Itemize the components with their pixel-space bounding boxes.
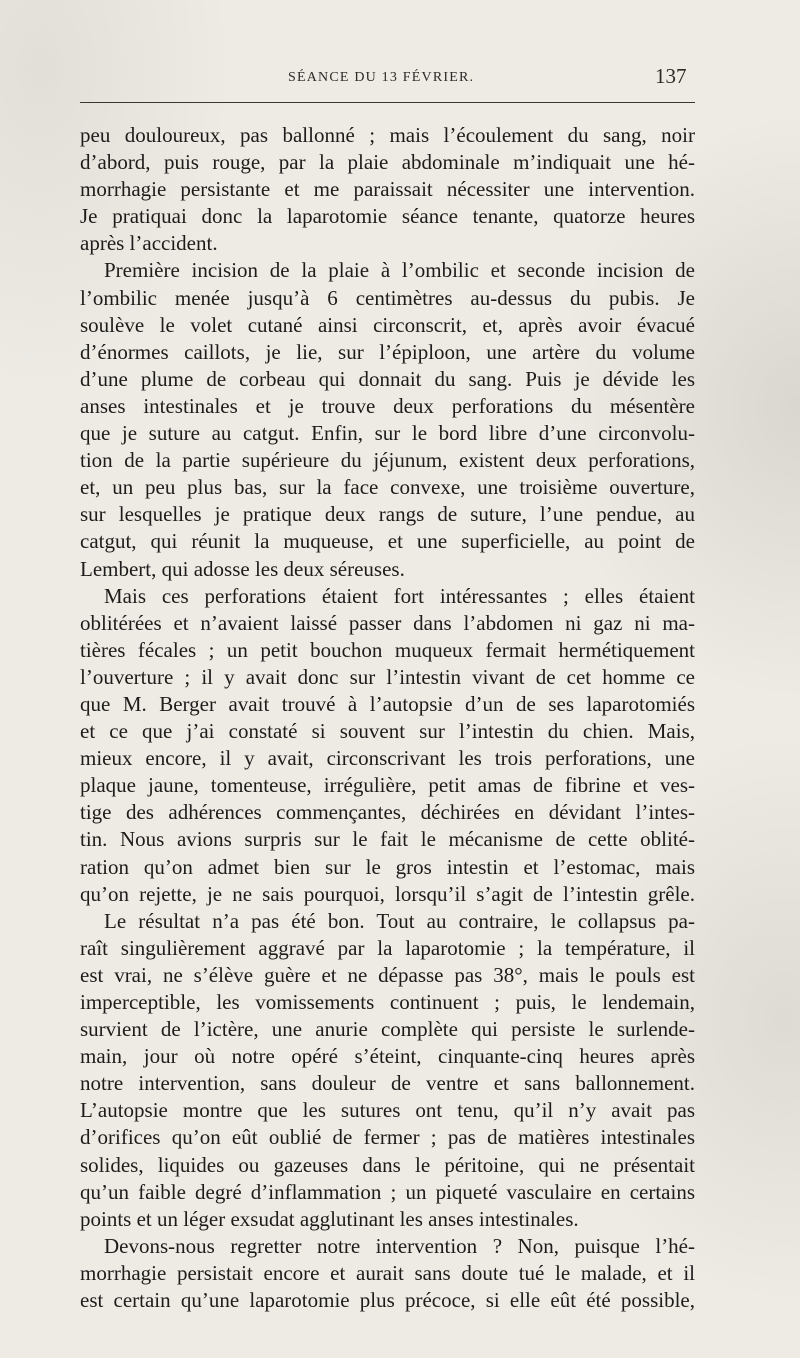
text-line: l’ouverture ; il y avait donc sur l’intestin vivant de cet homme ce (80, 664, 695, 689)
page-number: 137 (655, 64, 687, 88)
text-line: morrhagie persistait encore et aurait sans doute tué le malade, et il (80, 1260, 695, 1285)
header-rule (80, 102, 695, 103)
text-line: main, jour où notre opéré s’éteint, cinquante-cinq heures après (80, 1044, 695, 1069)
text-line: notre intervention, sans douleur de ventre et sans ballonnement. (80, 1071, 695, 1096)
body-text (80, 122, 695, 1314)
text-line: tin. Nous avions surpris sur le fait le mécanisme de cette oblité- (80, 827, 695, 852)
text-line: peu douloureux, pas ballonné ; mais l’écoulement du sang, noir (80, 123, 695, 147)
text-line: qu’un faible degré d’inflammation ; un piqueté vasculaire en certains (80, 1179, 695, 1204)
text-line: Mais ces perforations étaient fort intéressantes ; elles étaient (104, 583, 695, 608)
text-line: survient de l’ictère, une anurie complète qui persiste le surlende- (80, 1017, 695, 1042)
text-line: que M. Berger avait trouvé à l’autopsie d’un de ses laparotomiés (80, 691, 695, 716)
text-line: l’ombilic menée jusqu’à 6 centimètres au-dessus du pubis. Je (80, 285, 695, 310)
text-line: d’orifices qu’on eût oublié de fermer ; pas de matières intestinales (80, 1125, 695, 1150)
text-line: points et un léger exsudat agglutinant les anses intestinales. (80, 1206, 579, 1231)
text-line: tières fécales ; un petit bouchon muqueux fermait hermétiquement (80, 637, 695, 662)
text-line: soulève le volet cutané ainsi circonscrit, et, après avoir évacué (80, 312, 695, 337)
text-line: raît singulièrement aggravé par la laparotomie ; la température, il (80, 935, 695, 960)
text-line: ration qu’on admet bien sur le gros intestin et l’estomac, mais (80, 854, 695, 879)
text-line: imperceptible, les vomissements continuent ; puis, le lendemain, (80, 990, 695, 1014)
text-line: tion de la partie supérieure du jéjunum, existent deux perforations, (80, 448, 695, 473)
text-line: et, un peu plus bas, sur la face convexe, une troisième ouverture, (80, 475, 695, 500)
text-line: Lembert, qui adosse les deux séreuses. (80, 556, 405, 581)
text-line: oblitérées et n’avaient laissé passer dans l’abdomen ni gaz ni ma- (80, 610, 695, 635)
text-line: solides, liquides ou gazeuses dans le péritoine, qui ne présentait (80, 1152, 695, 1177)
text-line: plaque jaune, tomenteuse, irrégulière, petit amas de fibrine et ves- (80, 773, 695, 798)
text-line: anses intestinales et je trouve deux perforations du mésentère (80, 393, 695, 418)
text-line: d’abord, puis rouge, par la plaie abdominale m’indiquait une hé- (80, 150, 695, 175)
text-line: après l’accident. (80, 231, 218, 256)
text-line: est certain qu’une laparotomie plus précoce, si elle eût été possible, (80, 1288, 695, 1313)
text-line: qu’on rejette, je ne sais pourquoi, lorsqu’il s’agit de l’intestin grêle. (80, 881, 695, 906)
text-line: que je suture au catgut. Enfin, sur le bord libre d’une circonvolu- (80, 421, 695, 446)
text-line: et ce que j’ai constaté si souvent sur l’intestin du chien. Mais, (80, 719, 695, 744)
text-line: catgut, qui réunit la muqueuse, et une superficielle, au point de (80, 529, 695, 554)
text-line: sur lesquelles je pratique deux rangs de suture, l’une pendue, au (80, 502, 695, 527)
text-line: mieux encore, il y avait, circonscrivant les trois perforations, une (80, 746, 695, 771)
text-line: Le résultat n’a pas été bon. Tout au contraire, le collapsus pa- (104, 908, 695, 933)
text-line: Je pratiquai donc la laparotomie séance tenante, quatorze heures (80, 204, 695, 229)
text-line: morrhagie persistante et me paraissait nécessiter une intervention. (80, 177, 695, 202)
text-line: L’autopsie montre que les sutures ont tenu, qu’il n’y avait pas (80, 1098, 695, 1123)
text-line: tige des adhérences commençantes, déchirées en dévidant l’intes- (80, 800, 695, 825)
page-header (0, 62, 800, 92)
text-line: est vrai, ne s’élève guère et ne dépasse pas 38°, mais le pouls est (80, 962, 695, 987)
text-line: Devons-nous regretter notre intervention ? Non, puisque l’hé- (104, 1233, 695, 1258)
text-line: d’une plume de corbeau qui donnait du sang. Puis je dévide les (80, 366, 695, 391)
running-head: SÉANCE DU 13 FÉVRIER. (288, 70, 475, 85)
text-line: d’énormes caillots, je lie, sur l’épiploon, une artère du volume (80, 339, 695, 364)
text-line: Première incision de la plaie à l’ombilic et seconde incision de (104, 258, 695, 283)
